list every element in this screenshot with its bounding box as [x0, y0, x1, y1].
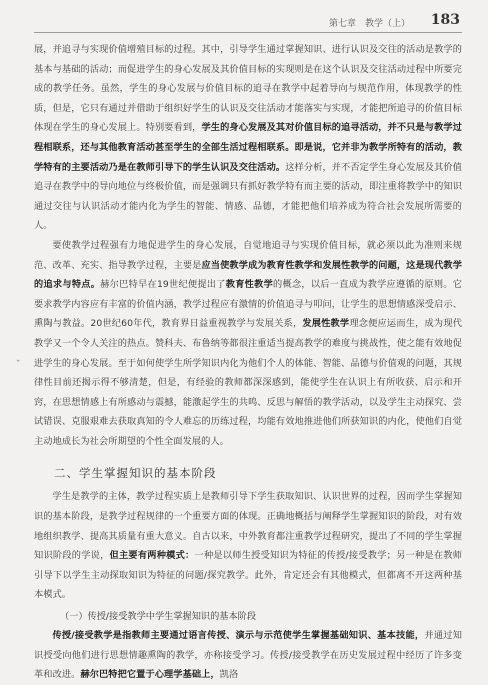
paragraph-4: 传授/接受教学是指教师主要通过语言传授、演示与示范使学生掌握基础知识、基本技能，并通过知识授受向他们进行思想情趣熏陶的教学，亦称接受学习。传授/接受教学在历史发展过程中经历了许多变革和改进。赫尔巴特把它置于心理学基础上，凯洛 — [34, 630, 462, 681]
paragraph-3: 学生是教学的主体，教学过程实质上是教师引导下学生获取知识、认识世界的过程，因而学生掌握知识的基本阶段，是教学过程规律的一个重要方面的体现。正确地概括与阐释学生掌握知识的阶段，对有效地组织教学、提高其质量有重大意义。自古以来，中外教育都注重教学过程研究，提出了不同的学生掌握知识阶段的学说，但主要有两种模式：一种是以师生授受知识为特征的传授/接受教学；另一种是在教师引导下以学生主动探取知识为特征的问题/探究教学。此外，肯定还会有其他模式，但都离不开这两种基本模式。 — [34, 491, 463, 601]
page-number: 183 — [430, 12, 460, 28]
running-header — [34, 10, 462, 33]
page-body — [34, 40, 462, 685]
subsection-heading: （一）传授/接受教学中学生掌握知识的基本阶段 — [60, 611, 257, 623]
chapter-title: 第七章 教学（上） — [328, 19, 410, 29]
margin-mark: ˇ — [16, 360, 21, 370]
paragraph-2: 要使教学过程强有力地促进学生的身心发展，自觉地追寻与实现价值目标，就必须以此为准则来规范、改革、充实、指导教学过程，主要是应当使教学成为教育性教学和发展性教学的问题，这是现代教学的追求与特点。赫尔巴特早在19世纪便提出了教育性教学的概念，以后一直成为教学应遵循的原则。它要求教学内容应有丰富的价值内涵，教学过程应有激情的价值追寻与叩问，让学生的思想情感深受启示、熏陶与教益。20世纪60年代，教育界日益重视教学与发展关系，发展性教学理念便应运而生，成为现代教学又一个令人关注的热点。赞科夫、布鲁纳等都很注重适当提高教学的难度与挑战性，使之能有效地促进学生的身心发展。至于如何使学生所学知识内化为他们个人的体能、智能、品德与价值观的问题，其规律性目前还揭示得不够清楚，但是，有经验的教师都深深感到，能使学生在认识上有所收获、启示和开窍，在思想情感上有所感动与震撼，能激起学生的共鸣、反思与解悟的教学活动，以及学生主动探究、尝试错误、克服艰难去获取真知的令人难忘的历练过程，均能有效地推进他们所获知识的内化，使他们自觉主动地成长为社会所期望的个性全面发展的人。 — [34, 239, 463, 447]
paragraph-1: 展，并追寻与实现价值增殖目标的过程。其中，引导学生通过掌握知识、进行认识及交往的活动是教学的基本与基础的活动；而促进学生的身心发展及其价值目标的实现则是在这个认识及交往活动过程中所要完成的教学任务。虽然，学生的身心发展与价值目标的追寻在教学中起着导向与规范作用，体现教学的性质，但是，它只有通过并借助于组织好学生的认识及交往活动才能落实与实现，才能把所追寻的价值目标体现在学生的身心发展上。特别要看到，学生的身心发展及其对价值目标的追寻活动，并不只是与教学过程相联系，还与其他教育活动甚至学生的全部生活过程相联系。即是说，它并非为教学所特有的活动，教学特有的主要活动乃是在教师引导下的学生认识及交往活动。这样分析，并不否定学生身心发展及其价值追寻在教学中的导向地位与终极价值，而是强调只有抓好教学特有而主要的活动，即注重将教学中的知识通过交往与认识活动才能内化为学生的智能、情感、品德，才能把他们培养成为符合社会发展所需要的人。 — [34, 44, 463, 232]
section-heading: 二、学生掌握知识的基本阶段 — [54, 466, 217, 481]
